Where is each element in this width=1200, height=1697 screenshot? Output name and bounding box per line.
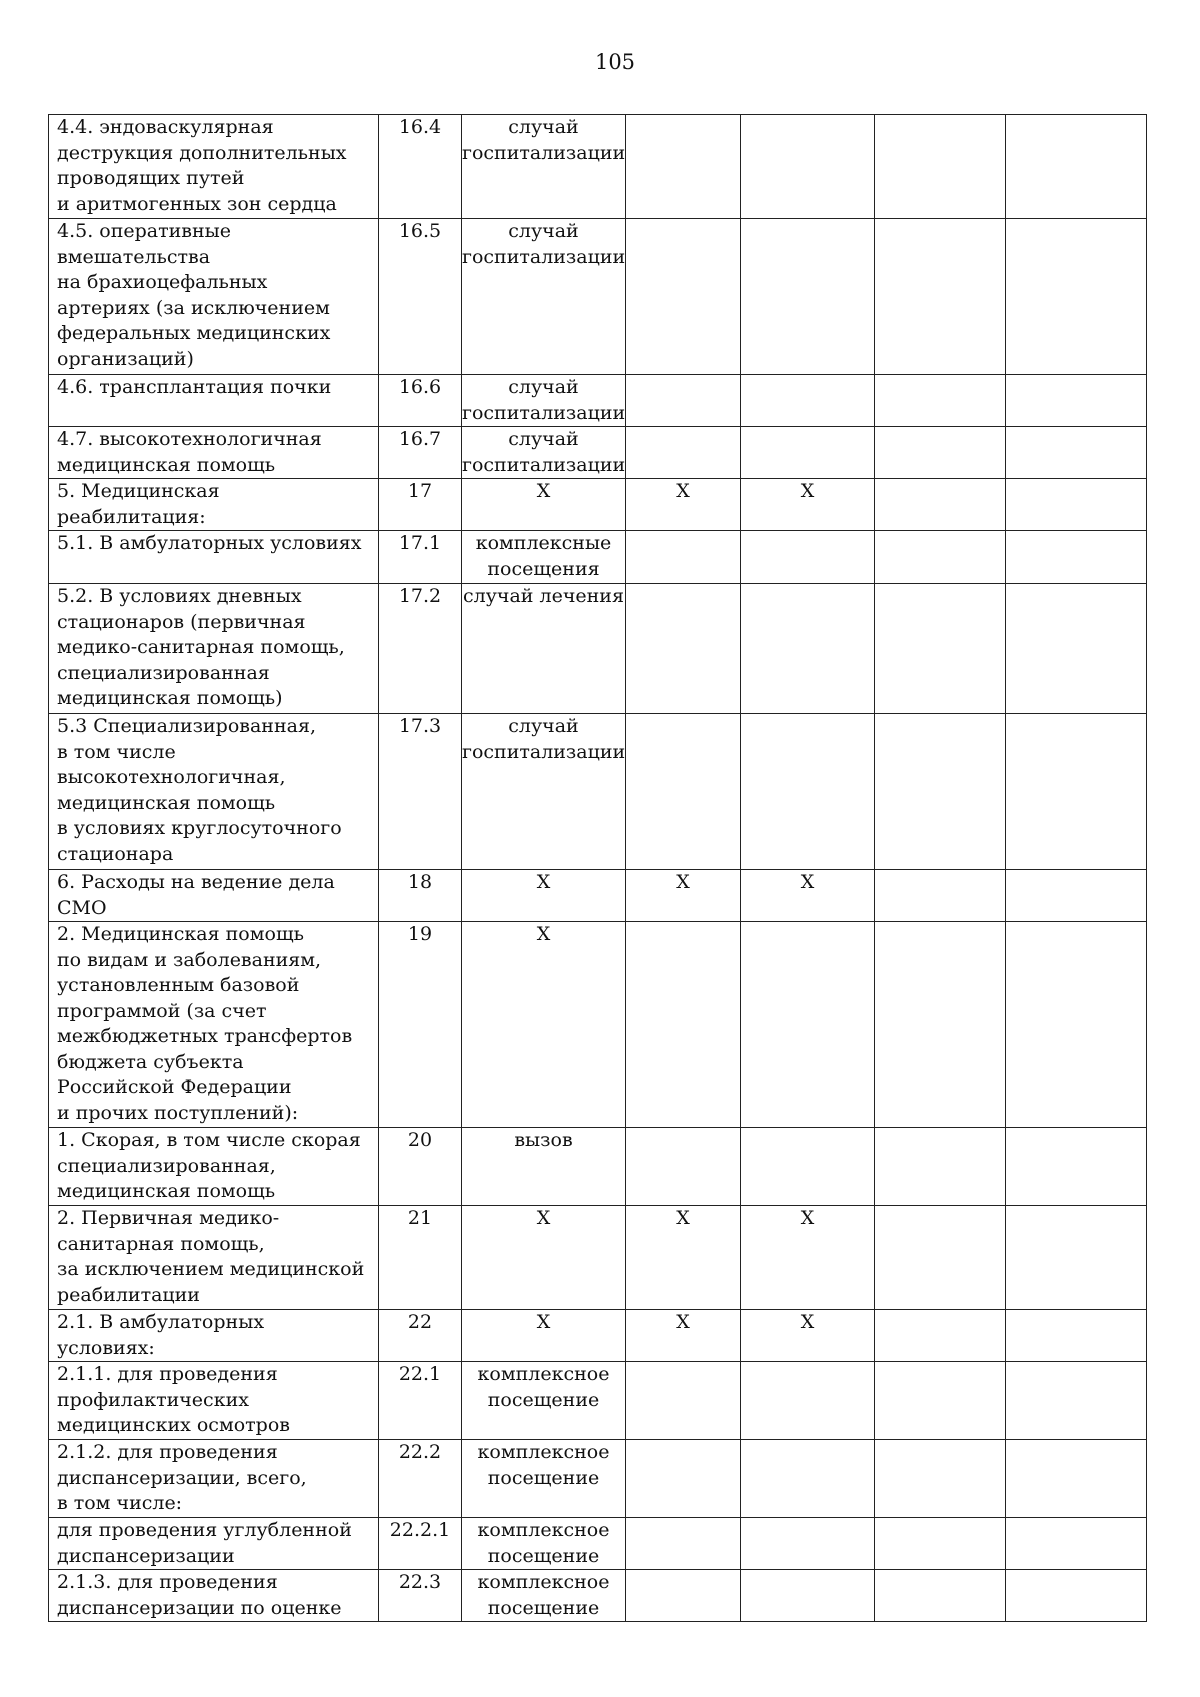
table-row: [49, 1206, 1147, 1310]
row-col5-cell: [741, 531, 875, 584]
row-name-cell: 4.5. оперативные вмешательства на брахиоцефальных артериях (за исключением федеральных медицинских организаций): [49, 219, 379, 375]
row-name-cell: 2. Медицинская помощь по видам и заболеваниям, установленным базовой программой (за счет межбюджетных трансфертов бюджета субъекта Российской Федерации и прочих поступлений):: [49, 922, 379, 1128]
row-name-cell: 4.4. эндоваскулярная деструкция дополнительных проводящих путей и аритмогенных зон сердца: [49, 115, 379, 219]
row-code-cell: 21: [379, 1206, 462, 1310]
row-col6-cell: [875, 1518, 1006, 1570]
row-code-cell: 17.1: [379, 531, 462, 584]
row-col4-cell: [626, 531, 741, 584]
row-col6-cell: [875, 922, 1006, 1128]
row-col5-cell: Х: [741, 870, 875, 922]
row-unit-cell: случай лечения: [462, 584, 626, 714]
row-col4-cell: [626, 584, 741, 714]
row-unit-cell: случай госпитализации: [462, 219, 626, 375]
row-code-cell: 22: [379, 1310, 462, 1362]
row-unit-cell: Х: [462, 922, 626, 1128]
row-col6-cell: [875, 1570, 1006, 1622]
row-code-cell: 16.6: [379, 375, 462, 427]
row-col7-cell: [1006, 922, 1147, 1128]
row-name-cell: 4.7. высокотехнологичная медицинская помощь: [49, 427, 379, 479]
row-col4-cell: Х: [626, 1310, 741, 1362]
row-col7-cell: [1006, 714, 1147, 870]
row-unit-cell: комплексное посещение: [462, 1518, 626, 1570]
row-col7-cell: [1006, 1518, 1147, 1570]
row-unit-cell: вызов: [462, 1128, 626, 1206]
table-row: [49, 1362, 1147, 1440]
row-col6-cell: [875, 427, 1006, 479]
row-col5-cell: [741, 1570, 875, 1622]
row-unit-cell: Х: [462, 479, 626, 531]
row-col4-cell: [626, 714, 741, 870]
table-row: [49, 1570, 1147, 1622]
table-row: [49, 1310, 1147, 1362]
row-col4-cell: [626, 1128, 741, 1206]
row-col7-cell: [1006, 584, 1147, 714]
row-unit-cell: случай госпитализации: [462, 115, 626, 219]
row-col4-cell: [626, 1440, 741, 1518]
row-col6-cell: [875, 714, 1006, 870]
row-col5-cell: [741, 427, 875, 479]
row-unit-cell: комплексные посещения: [462, 531, 626, 584]
row-code-cell: 22.1: [379, 1362, 462, 1440]
table-row: [49, 479, 1147, 531]
table-row: [49, 870, 1147, 922]
row-col4-cell: [626, 375, 741, 427]
row-unit-cell: случай госпитализации: [462, 375, 626, 427]
row-col7-cell: [1006, 115, 1147, 219]
row-col7-cell: [1006, 1128, 1147, 1206]
row-code-cell: 22.3: [379, 1570, 462, 1622]
row-name-cell: 5.1. В амбулаторных условиях: [49, 531, 379, 584]
row-col7-cell: [1006, 1440, 1147, 1518]
row-code-cell: 22.2.1: [379, 1518, 462, 1570]
row-unit-cell: Х: [462, 1206, 626, 1310]
row-col4-cell: [626, 1518, 741, 1570]
table-row: [49, 219, 1147, 375]
table-row: [49, 375, 1147, 427]
row-unit-cell: случай госпитализации: [462, 427, 626, 479]
row-code-cell: 20: [379, 1128, 462, 1206]
row-name-cell: 5.3 Специализированная, в том числе высокотехнологичная, медицинская помощь в условиях круглосуточного стационара: [49, 714, 379, 870]
row-col5-cell: Х: [741, 1310, 875, 1362]
row-code-cell: 19: [379, 922, 462, 1128]
row-code-cell: 16.7: [379, 427, 462, 479]
row-unit-cell: комплексное посещение: [462, 1362, 626, 1440]
row-col5-cell: [741, 1440, 875, 1518]
row-col4-cell: [626, 922, 741, 1128]
row-col7-cell: [1006, 1206, 1147, 1310]
row-col5-cell: [741, 1128, 875, 1206]
row-code-cell: 17.3: [379, 714, 462, 870]
table-row: [49, 1128, 1147, 1206]
row-col6-cell: [875, 584, 1006, 714]
table-row: [49, 1518, 1147, 1570]
row-col6-cell: [875, 1310, 1006, 1362]
row-unit-cell: случай госпитализации: [462, 714, 626, 870]
row-name-cell: 5.2. В условиях дневных стационаров (первичная медико-санитарная помощь, специализированная медицинская помощь): [49, 584, 379, 714]
row-col6-cell: [875, 531, 1006, 584]
row-name-cell: 1. Скорая, в том числе скорая специализированная, медицинская помощь: [49, 1128, 379, 1206]
row-name-cell: 2.1.1. для проведения профилактических медицинских осмотров: [49, 1362, 379, 1440]
row-col5-cell: [741, 375, 875, 427]
row-col5-cell: [741, 1362, 875, 1440]
row-col6-cell: [875, 479, 1006, 531]
row-col4-cell: [626, 1362, 741, 1440]
row-col7-cell: [1006, 219, 1147, 375]
row-col6-cell: [875, 1440, 1006, 1518]
row-col5-cell: [741, 584, 875, 714]
row-col4-cell: [626, 427, 741, 479]
row-name-cell: 2.1.3. для проведения диспансеризации по оценке: [49, 1570, 379, 1622]
row-code-cell: 17.2: [379, 584, 462, 714]
financing-table: [48, 114, 1147, 1622]
table-row: [49, 584, 1147, 714]
row-col4-cell: Х: [626, 1206, 741, 1310]
table-row: [49, 922, 1147, 1128]
row-col5-cell: [741, 219, 875, 375]
row-unit-cell: Х: [462, 1310, 626, 1362]
row-unit-cell: Х: [462, 870, 626, 922]
row-name-cell: 4.6. трансплантация почки: [49, 375, 379, 427]
row-col4-cell: [626, 219, 741, 375]
row-col7-cell: [1006, 479, 1147, 531]
row-code-cell: 18: [379, 870, 462, 922]
row-col4-cell: Х: [626, 479, 741, 531]
row-name-cell: 2.1.2. для проведения диспансеризации, всего, в том числе:: [49, 1440, 379, 1518]
table-row: [49, 427, 1147, 479]
table-row: [49, 714, 1147, 870]
table-row: [49, 115, 1147, 219]
row-col6-cell: [875, 1206, 1006, 1310]
row-col6-cell: [875, 1128, 1006, 1206]
row-code-cell: 16.5: [379, 219, 462, 375]
row-col4-cell: Х: [626, 870, 741, 922]
row-col5-cell: Х: [741, 1206, 875, 1310]
row-col7-cell: [1006, 531, 1147, 584]
row-col6-cell: [875, 870, 1006, 922]
table-row: [49, 1440, 1147, 1518]
row-unit-cell: комплексное посещение: [462, 1570, 626, 1622]
table-body: [49, 115, 1147, 1622]
row-col5-cell: [741, 714, 875, 870]
row-col4-cell: [626, 1570, 741, 1622]
row-col7-cell: [1006, 1310, 1147, 1362]
row-name-cell: для проведения углубленной диспансеризации: [49, 1518, 379, 1570]
row-col5-cell: [741, 922, 875, 1128]
row-code-cell: 16.4: [379, 115, 462, 219]
row-col7-cell: [1006, 427, 1147, 479]
row-col6-cell: [875, 115, 1006, 219]
row-name-cell: 2. Первичная медико- санитарная помощь, за исключением медицинской реабилитации: [49, 1206, 379, 1310]
row-unit-cell: комплексное посещение: [462, 1440, 626, 1518]
row-name-cell: 6. Расходы на ведение дела СМО: [49, 870, 379, 922]
row-col5-cell: Х: [741, 479, 875, 531]
row-col6-cell: [875, 219, 1006, 375]
row-col5-cell: [741, 115, 875, 219]
row-col7-cell: [1006, 870, 1147, 922]
row-col7-cell: [1006, 1570, 1147, 1622]
row-col7-cell: [1006, 375, 1147, 427]
row-col6-cell: [875, 1362, 1006, 1440]
table-row: [49, 531, 1147, 584]
row-col6-cell: [875, 375, 1006, 427]
row-col7-cell: [1006, 1362, 1147, 1440]
page-number: 105: [594, 50, 636, 74]
row-code-cell: 17: [379, 479, 462, 531]
row-name-cell: 5. Медицинская реабилитация:: [49, 479, 379, 531]
row-code-cell: 22.2: [379, 1440, 462, 1518]
row-col5-cell: [741, 1518, 875, 1570]
row-name-cell: 2.1. В амбулаторных условиях:: [49, 1310, 379, 1362]
row-col4-cell: [626, 115, 741, 219]
